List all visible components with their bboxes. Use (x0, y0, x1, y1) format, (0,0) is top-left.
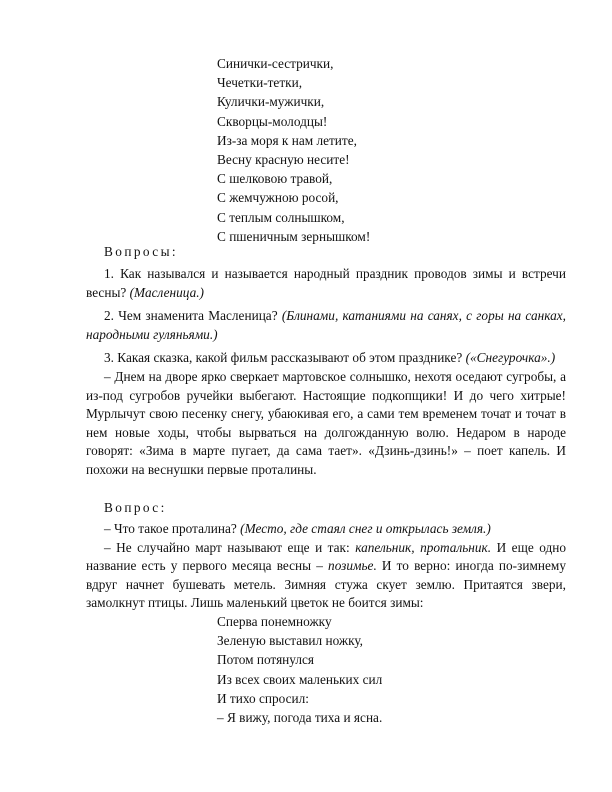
question-1 (86, 265, 566, 302)
question-2-text: 2. Чем знаменита Масленица? (104, 308, 278, 324)
questions-block (86, 265, 566, 480)
poem-line: Зеленую выставил ножку, (217, 633, 363, 649)
question-4 (86, 520, 566, 539)
question-2-answer: (Блинами, катаниями на санях, с горы на санках, народными гуляньями.) (86, 308, 566, 342)
question-3-text: 3. Какая сказка, какой фильм рассказывают об этом празднике? (104, 350, 463, 366)
poem-line: – Я вижу, погода тиха и ясна. (217, 709, 383, 725)
question-3-answer: («Снегурочка».) (465, 350, 556, 366)
march-text-e: И то верно: иногда по-зимнему вдруг начнет бушевать метель. Зимняя стужа скует землю. Притаятся звери, замолкнут птицы. Лишь маленький цветок не боится зимы: (86, 558, 566, 611)
poem-birds (217, 54, 370, 246)
poem-line: Чечетки-тетки, (217, 75, 303, 91)
question-3 (86, 349, 566, 368)
question-1-text: 1. Как назывался и называется народный праздник проводов зимы и встречи весны? (86, 266, 566, 300)
poem-line: Из-за моря к нам летите, (217, 132, 357, 148)
poem-line: С пшеничным зернышком! (217, 228, 371, 244)
march-name-pozimye: позимье. (328, 558, 377, 574)
poem-line: Из всех своих маленьких сил (217, 671, 383, 687)
poem-line: С жемчужною росой, (217, 190, 339, 206)
question-heading: Вопрос: (104, 500, 167, 515)
poem-line: Скворцы-молодцы! (217, 113, 328, 129)
question-1-answer: (Масленица.) (129, 284, 204, 300)
question-4-answer: (Место, где стаял снег и открылась земля.) (240, 521, 491, 536)
paragraph-spring: – Днем на дворе ярко сверкает мартовское солнышко, нехотя оседают сугробы, а из-под сугробов ручейки выбегают. Настоящие подкопщики! И до чего хитрые! Мурлычут свою песенку снегу, убаюкивая его, а сами тем временем точат и точат в нем новые ходы, чтобы вырваться на долгожданную волю. Недаром в народе говорят: «Зима в марте пугает, да сама тает». «Дзинь-дзинь!» – поет капель. И похожи на веснушки первые проталины. (86, 368, 566, 477)
poem-line: С шелковою травой, (217, 171, 333, 187)
poem-line: Кулички-мужички, (217, 94, 325, 110)
poem-line: Синички-сестрички, (217, 56, 334, 71)
poem-line: Весну красную несите! (217, 151, 350, 167)
question-2 (86, 307, 566, 344)
poem-line: И тихо спросил: (217, 690, 309, 706)
questions-heading: Вопросы: (104, 244, 178, 259)
poem-line: Потом потянулся (217, 652, 315, 668)
poem-line: Сперва понемножку (217, 614, 332, 629)
poem-line: С теплым солнышком, (217, 209, 345, 225)
march-names: капельник, протальник. (355, 539, 492, 555)
march-text-a: – Не случайно март называют еще и так: (104, 539, 350, 555)
question-4-text: – Что такое проталина? (104, 521, 237, 536)
march-text-c: И еще одно название есть у первого месяца весны – (86, 539, 567, 574)
poem-flower (217, 612, 382, 727)
question-block (86, 520, 566, 613)
paragraph-march (86, 539, 566, 613)
